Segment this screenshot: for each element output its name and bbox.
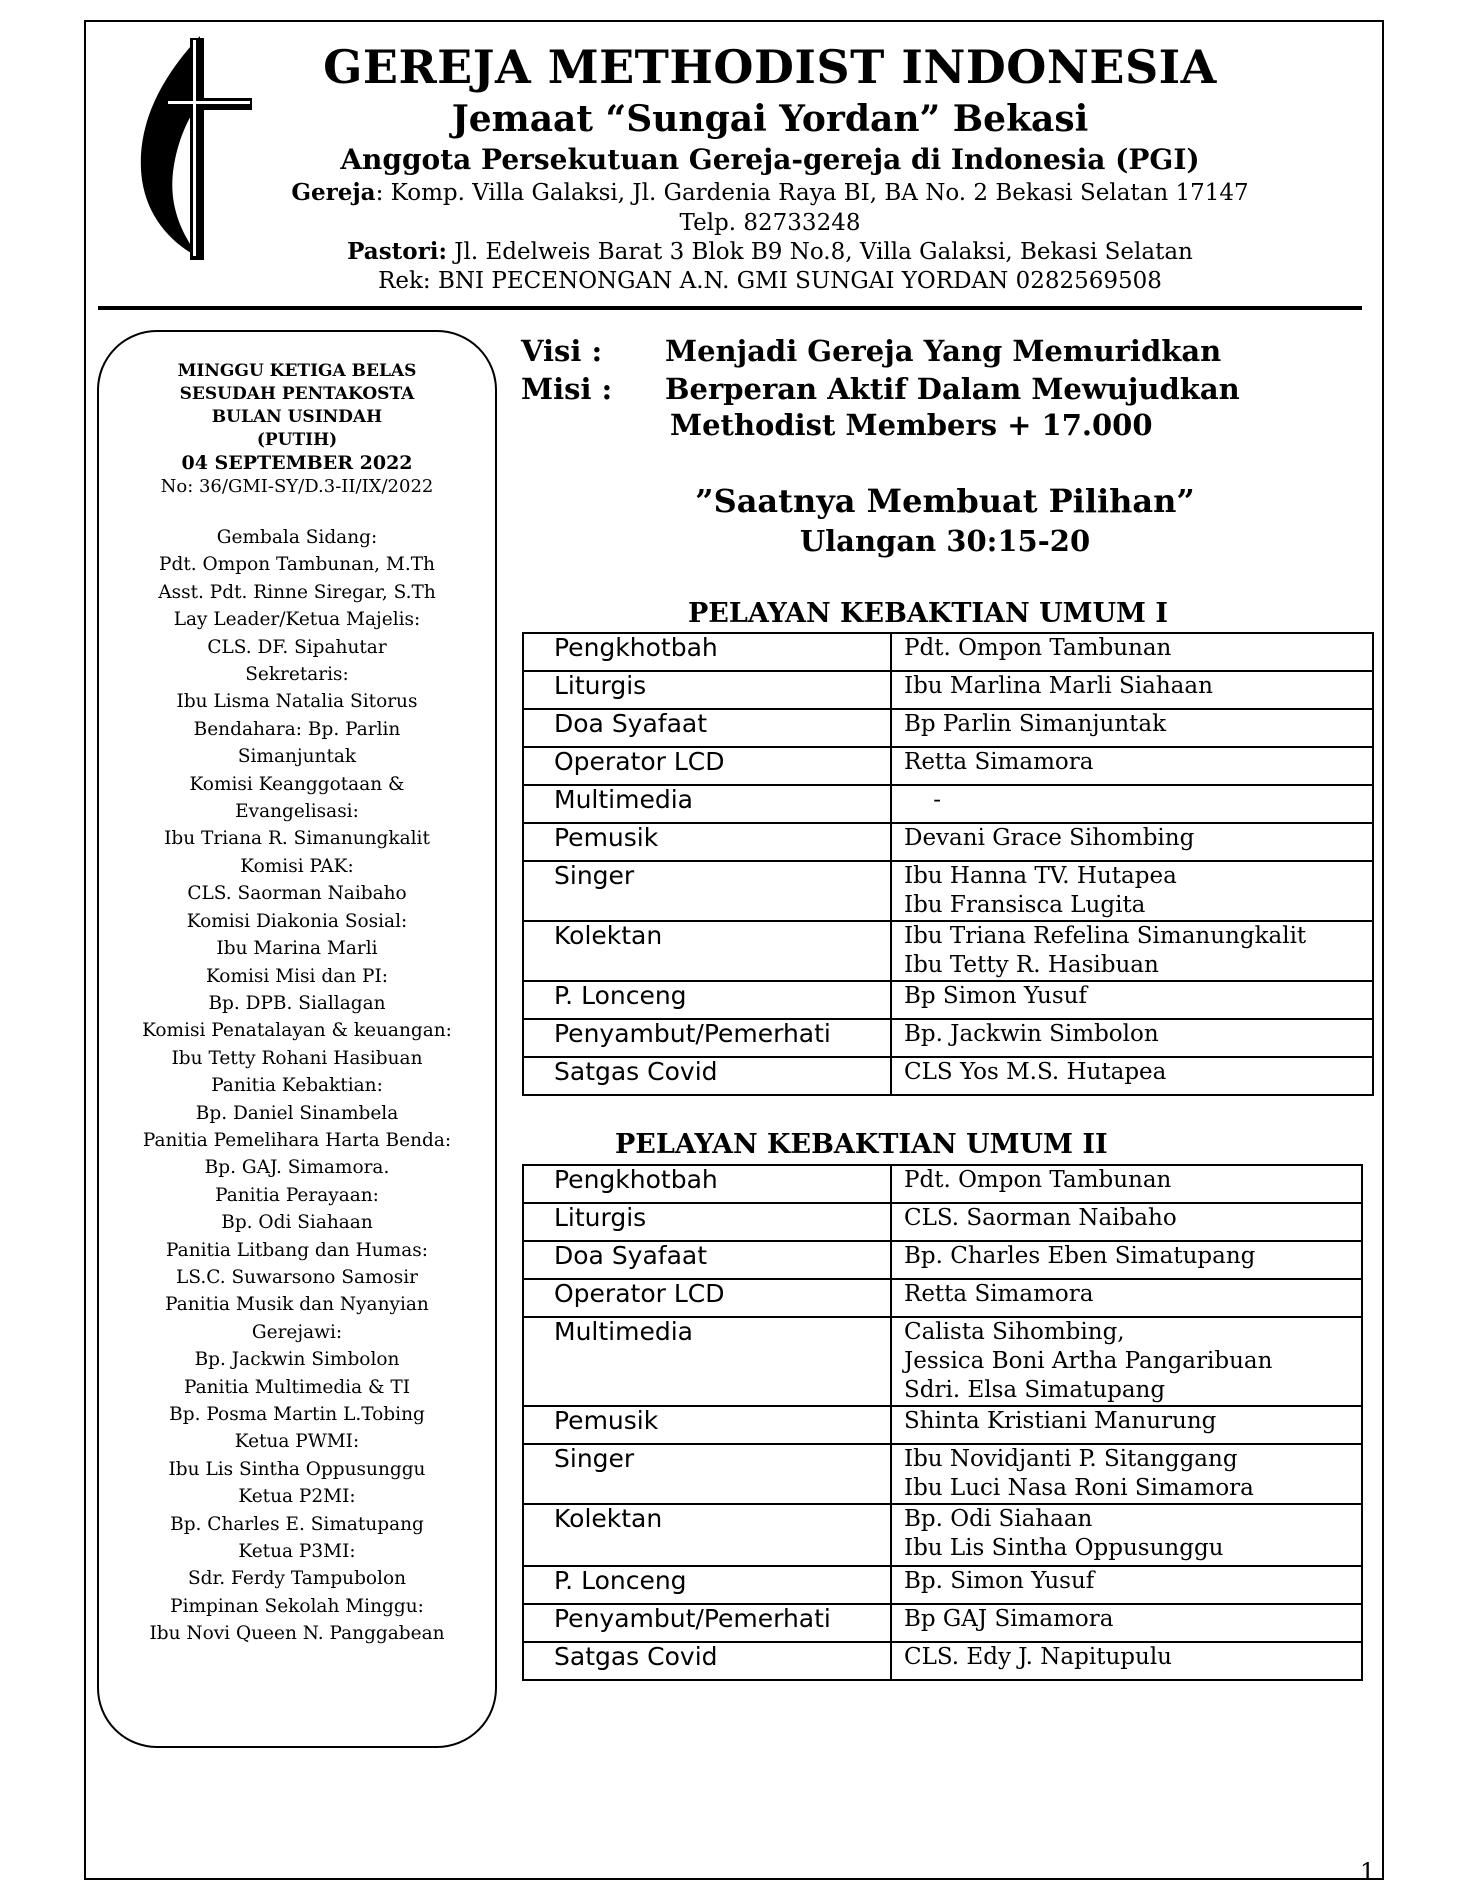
table-row [523, 1019, 1373, 1057]
officer-line: Bp. GAJ. Simamora. [204, 1157, 390, 1179]
officer-line: Gerejawi: [251, 1321, 343, 1343]
role-label: Penyambut/Pemerhati [554, 1019, 831, 1048]
officer-line: Ibu Marina Marli [216, 938, 378, 960]
header-divider [98, 306, 1362, 310]
misi-text-1: Berperan Aktif Dalam Mewujudkan [665, 372, 1240, 406]
name-cell [891, 1057, 1373, 1095]
servant-name: Bp GAJ Simamora [904, 1606, 1114, 1632]
role-label: Liturgis [554, 1203, 647, 1232]
church-officers-list [97, 524, 497, 1648]
servant-name: Ibu Novidjanti P. Sitanggang [904, 1446, 1238, 1472]
role-label: Pengkhotbah [554, 633, 718, 662]
role-cell [523, 1566, 891, 1604]
servant-name: Ibu Triana Refelina Simanungkalit [904, 923, 1307, 949]
church-title: GEREJA METHODIST INDONESIA [323, 40, 1217, 94]
officer-line: Panitia Perayaan: [215, 1184, 379, 1206]
servant-name: Pdt. Ompon Tambunan [904, 1167, 1172, 1193]
officer-line: Bp. DPB. Siallagan [208, 992, 386, 1014]
page-number: 1 [1360, 1858, 1376, 1886]
table-row [523, 1057, 1373, 1095]
role-cell [523, 1504, 891, 1566]
table-row [523, 823, 1373, 861]
service-2-table [522, 1164, 1363, 1681]
servant-name: Sdri. Elsa Simatupang [904, 1377, 1166, 1403]
role-cell [523, 671, 891, 709]
servant-name: Pdt. Ompon Tambunan [904, 635, 1172, 661]
role-cell [523, 1317, 891, 1406]
table-row [523, 671, 1373, 709]
name-cell [891, 747, 1373, 785]
service-2-title: PELAYAN KEBAKTIAN UMUM II [615, 1129, 1108, 1160]
role-label: Doa Syafaat [554, 1241, 708, 1270]
officer-line: Komisi Misi dan PI: [205, 965, 389, 987]
role-cell [523, 1165, 891, 1203]
role-cell [523, 921, 891, 981]
role-cell [523, 747, 891, 785]
officer-line: Pimpinan Sekolah Minggu: [170, 1595, 424, 1617]
liturgical-month: BULAN USINDAH [211, 407, 383, 427]
role-cell [523, 633, 891, 671]
scripture-reference: Ulangan 30:15-20 [799, 524, 1091, 558]
role-label: Singer [554, 1444, 635, 1473]
servant-name: Shinta Kristiani Manurung [904, 1408, 1217, 1434]
church-phone: Telp. 82733248 [679, 210, 861, 236]
servant-name: Retta Simamora [904, 749, 1094, 775]
name-cell [891, 1279, 1362, 1317]
name-cell [891, 709, 1373, 747]
table-row [523, 1444, 1362, 1504]
officer-line: Panitia Musik dan Nyanyian [165, 1294, 429, 1316]
table-row [523, 1406, 1362, 1444]
role-label: Satgas Covid [554, 1057, 718, 1086]
role-cell [523, 1604, 891, 1642]
officer-line: CLS. Saorman Naibaho [187, 883, 407, 905]
officer-line: Panitia Multimedia & TI [183, 1376, 411, 1398]
table-row [523, 1317, 1362, 1406]
role-cell [523, 981, 891, 1019]
parsonage-address-line [240, 237, 1300, 267]
role-cell [523, 1057, 891, 1095]
officer-line: Bp. Charles E. Simatupang [170, 1513, 424, 1535]
officer-line: Ibu Tetty Rohani Hasibuan [171, 1047, 423, 1069]
servant-name: - [904, 787, 942, 813]
officer-line: Ibu Triana R. Simanungkalit [164, 828, 430, 850]
role-label: Multimedia [554, 1317, 693, 1346]
role-cell [523, 823, 891, 861]
table-row [523, 1504, 1362, 1566]
officer-line: Pdt. Ompon Tambunan, M.Th [159, 554, 435, 576]
parsonage-address: Jl. Edelweis Barat 3 Blok B9 No.8, Villa Galaksi, Bekasi Selatan [446, 239, 1193, 265]
visi-label: Visi : [521, 334, 603, 368]
role-label: Pengkhotbah [554, 1165, 718, 1194]
service-1-table [522, 632, 1374, 1096]
liturgical-color: (PUTIH) [256, 430, 338, 450]
name-cell [891, 1604, 1362, 1642]
servant-name: Calista Sihombing, [904, 1319, 1125, 1345]
role-label: Doa Syafaat [554, 709, 708, 738]
name-cell [891, 1566, 1362, 1604]
role-cell [523, 1241, 891, 1279]
sidebar-heading [97, 360, 497, 498]
name-cell [891, 861, 1373, 921]
name-cell [891, 1203, 1362, 1241]
table-row [523, 709, 1373, 747]
cross-and-flame-logo [128, 30, 258, 270]
table-row [523, 633, 1373, 671]
visi-text: Menjadi Gereja Yang Memuridkan [665, 334, 1222, 368]
table-row [523, 921, 1373, 981]
role-label: Operator LCD [554, 1279, 725, 1308]
role-cell [523, 1279, 891, 1317]
name-cell [891, 1019, 1373, 1057]
name-cell [891, 1642, 1362, 1680]
servant-name: Ibu Tetty R. Hasibuan [904, 952, 1159, 978]
name-cell [891, 921, 1373, 981]
officer-line: Bendahara: Bp. Parlin [193, 718, 401, 740]
officer-line: Bp. Odi Siahaan [221, 1212, 373, 1234]
officer-line: Ibu Lisma Natalia Sitorus [176, 691, 418, 713]
role-label: Pemusik [554, 823, 659, 852]
service-1-title: PELAYAN KEBAKTIAN UMUM I [688, 598, 1168, 629]
officer-line: Bp. Daniel Sinambela [195, 1102, 399, 1124]
servant-name: Bp. Charles Eben Simatupang [904, 1243, 1256, 1269]
officer-line: Bp. Jackwin Simbolon [194, 1349, 400, 1371]
name-cell [891, 981, 1373, 1019]
servant-name: Bp Simon Yusuf [904, 983, 1087, 1009]
name-cell [891, 1504, 1362, 1566]
role-label: P. Lonceng [554, 981, 687, 1010]
church-address: : Komp. Villa Galaksi, Jl. Gardenia Raya BI, BA No. 2 Bekasi Selatan 17147 [375, 180, 1249, 206]
role-label: Kolektan [554, 921, 663, 950]
table-row [523, 1279, 1362, 1317]
name-cell [891, 1444, 1362, 1504]
liturgical-season: SESUDAH PENTAKOSTA [179, 384, 415, 404]
officer-line: Asst. Pdt. Rinne Siregar, S.Th [158, 581, 436, 603]
membership-line: Anggota Persekutuan Gereja-gereja di Indonesia (PGI) [340, 143, 1200, 176]
servant-name: Ibu Luci Nasa Roni Simamora [904, 1475, 1254, 1501]
officer-line: Panitia Litbang dan Humas: [166, 1239, 428, 1261]
officer-line: Ibu Lis Sintha Oppusunggu [168, 1458, 426, 1480]
servant-name: Ibu Hanna TV. Hutapea [904, 863, 1177, 889]
name-cell [891, 633, 1373, 671]
servant-name: Jessica Boni Artha Pangaribuan [904, 1348, 1273, 1374]
officer-line: Panitia Kebaktian: [211, 1075, 383, 1097]
officer-line: Ketua P3MI: [238, 1541, 356, 1563]
officer-line: Simanjuntak [237, 746, 357, 768]
table-row [523, 1241, 1362, 1279]
name-cell [891, 1406, 1362, 1444]
officer-line: Komisi Keanggotaan & [189, 773, 405, 795]
name-cell [891, 1317, 1362, 1406]
role-label: Satgas Covid [554, 1642, 718, 1671]
role-cell [523, 785, 891, 823]
servant-name: Ibu Lis Sintha Oppusunggu [904, 1535, 1224, 1561]
servant-name: Retta Simamora [904, 1281, 1094, 1307]
parsonage-label: Pastori: [347, 238, 447, 265]
role-label: Penyambut/Pemerhati [554, 1604, 831, 1633]
table-row [523, 747, 1373, 785]
role-cell [523, 1444, 891, 1504]
table-row [523, 861, 1373, 921]
table-row [523, 785, 1373, 823]
table-row [523, 1604, 1362, 1642]
misi-label: Misi : [521, 372, 613, 406]
role-cell [523, 709, 891, 747]
role-label: Multimedia [554, 785, 693, 814]
name-cell [891, 1241, 1362, 1279]
role-label: Pemusik [554, 1406, 659, 1435]
sermon-theme: ”Saatnya Membuat Pilihan” [695, 482, 1195, 520]
role-cell [523, 1203, 891, 1241]
officer-line: Ketua PWMI: [234, 1431, 360, 1453]
servant-name: Bp. Odi Siahaan [904, 1506, 1093, 1532]
table-row [523, 1203, 1362, 1241]
role-label: P. Lonceng [554, 1566, 687, 1595]
officer-line: Komisi PAK: [240, 855, 354, 877]
servant-name: CLS Yos M.S. Hutapea [904, 1059, 1167, 1085]
name-cell [891, 785, 1373, 823]
misi-text-2: Methodist Members + 17.000 [670, 408, 1153, 442]
role-label: Liturgis [554, 671, 647, 700]
officer-line: Bp. Posma Martin L.Tobing [169, 1404, 425, 1425]
table-row [523, 1642, 1362, 1680]
servant-name: Ibu Marlina Marli Siahaan [904, 673, 1213, 699]
officer-line: Panitia Pemelihara Harta Benda: [142, 1129, 452, 1151]
officer-line: Evangelisasi: [235, 801, 359, 823]
officer-line: Komisi Penatalayan & keuangan: [142, 1020, 452, 1042]
name-cell [891, 1165, 1362, 1203]
servant-name: CLS. Edy J. Napitupulu [904, 1644, 1172, 1670]
officer-line: Sekretaris: [245, 664, 349, 686]
name-cell [891, 671, 1373, 709]
servant-name: Devani Grace Sihombing [904, 825, 1195, 851]
servant-name: CLS. Saorman Naibaho [904, 1205, 1177, 1231]
service-date: 04 SEPTEMBER 2022 [181, 452, 413, 474]
servant-name: Bp. Jackwin Simbolon [904, 1021, 1159, 1047]
servant-name: Ibu Fransisca Lugita [904, 892, 1146, 918]
role-cell [523, 1019, 891, 1057]
servant-name: Bp. Simon Yusuf [904, 1568, 1095, 1594]
servant-name: Bp Parlin Simanjuntak [904, 711, 1167, 737]
officer-line: Sdr. Ferdy Tampubolon [187, 1568, 407, 1590]
role-label: Operator LCD [554, 747, 725, 776]
role-cell [523, 1642, 891, 1680]
table-row [523, 981, 1373, 1019]
officer-line: Gembala Sidang: [216, 527, 378, 548]
congregation-name: Jemaat “Sungai Yordan” Bekasi [451, 98, 1089, 140]
church-address-line [240, 178, 1300, 208]
bank-account: Rek: BNI PECENONGAN A.N. GMI SUNGAI YORDAN 0282569508 [378, 268, 1162, 294]
officer-line: Komisi Diakonia Sosial: [186, 910, 408, 932]
role-cell [523, 1406, 891, 1444]
role-label: Singer [554, 861, 635, 890]
bulletin-number: No: 36/GMI-SY/D.3-II/IX/2022 [160, 476, 434, 497]
table-row [523, 1165, 1362, 1203]
officer-line: LS.C. Suwarsono Samosir [176, 1266, 418, 1288]
church-address-label: Gereja [291, 179, 376, 206]
officer-line: CLS. DF. Sipahutar [207, 636, 387, 658]
liturgical-week: MINGGU KETIGA BELAS [177, 361, 417, 381]
officer-line: Ibu Novi Queen N. Panggabean [149, 1623, 445, 1645]
role-cell [523, 861, 891, 921]
name-cell [891, 823, 1373, 861]
role-label: Kolektan [554, 1504, 663, 1533]
table-row [523, 1566, 1362, 1604]
officer-line: Ketua P2MI: [238, 1486, 356, 1508]
officer-line: Lay Leader/Ketua Majelis: [173, 609, 421, 631]
